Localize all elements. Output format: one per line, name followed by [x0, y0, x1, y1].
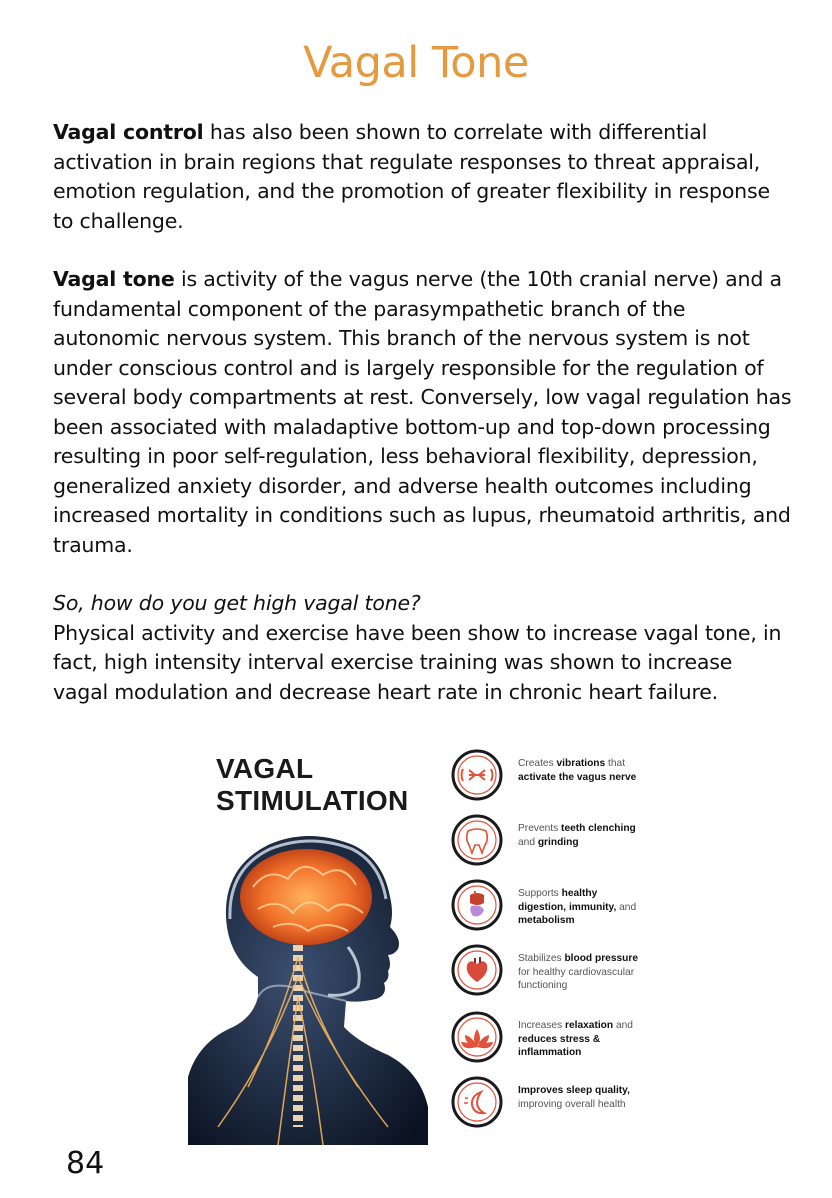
benefit-text-bold: vibrations	[556, 758, 606, 769]
benefit-item	[451, 879, 650, 935]
benefit-text-regular: Prevents	[518, 823, 562, 834]
benefit-text	[518, 1019, 646, 1060]
section-question: So, how do you get high vagal tone?	[53, 591, 421, 615]
benefit-text-bold: blood pressure	[564, 953, 639, 964]
paragraph-lead: Vagal tone	[53, 267, 175, 291]
benefit-item	[451, 944, 650, 1000]
benefit-text-regular: Supports	[518, 888, 562, 899]
benefit-text	[518, 1084, 646, 1111]
benefit-text-regular: Increases	[518, 1020, 565, 1031]
infographic-title-line1: VAGAL	[216, 753, 314, 784]
paragraph-lead: Vagal control	[53, 120, 204, 144]
benefit-text-bold: healthy digestion, immunity,	[518, 888, 617, 913]
benefit-text-bold: Improves sleep quality,	[518, 1085, 630, 1096]
benefit-item	[451, 1076, 650, 1132]
heart-icon	[451, 944, 503, 996]
benefit-text-regular: that	[605, 758, 626, 769]
lotus-icon	[451, 1011, 503, 1063]
benefit-text-bold: relaxation	[565, 1020, 614, 1031]
infographic-title	[216, 753, 409, 817]
tooth-icon	[451, 814, 503, 866]
benefit-text-regular: Stabilizes	[518, 953, 565, 964]
paragraph-vagal-tone	[53, 265, 793, 560]
benefit-text-bold: reduces stress & inflammation	[518, 1033, 601, 1058]
infographic-title-line2: STIMULATION	[216, 785, 409, 816]
benefit-text	[518, 952, 646, 993]
head-xray-illustration	[158, 827, 438, 1145]
paragraph-high-vagal-tone	[53, 589, 793, 707]
benefit-text	[518, 822, 646, 849]
paragraph-body: has also been shown to correlate with differential activation in brain regions that regulate responses to threat appraisal, emotion regulation, and the promotion of greater flexibility in response to challenge.	[53, 120, 770, 233]
benefit-item	[451, 749, 650, 805]
benefit-text-bold: metabolism	[518, 915, 575, 926]
benefit-item	[451, 814, 650, 870]
benefit-text-bold: teeth clenching	[561, 823, 636, 834]
benefit-text-regular: for healthy cardiovascular functioning	[518, 966, 635, 991]
benefit-item	[451, 1011, 650, 1067]
paragraph-vagal-control	[53, 118, 793, 236]
benefit-text	[518, 887, 646, 928]
paragraph-body: Physical activity and exercise have been show to increase vagal tone, in fact, high intensity interval exercise training was shown to increase vagal modulation and decrease heart rate in chronic heart failure.	[53, 620, 782, 704]
benefit-text-bold: activate the vagus nerve	[518, 771, 637, 783]
benefit-text-regular: and	[613, 1020, 633, 1031]
benefit-text-bold: grinding	[537, 836, 579, 848]
throat-vibration-icon	[451, 749, 503, 801]
page-title: Vagal Tone	[303, 38, 529, 88]
page-number: 84	[66, 1146, 105, 1181]
moon-sleep-icon	[451, 1076, 503, 1128]
benefit-text-regular: improving overall health	[518, 1098, 626, 1110]
paragraph-body: is activity of the vagus nerve (the 10th cranial nerve) and a fundamental component of the parasympathetic branch of the autonomic nervous system. This branch of the nervous system is not under conscious control and is largely responsible for the regulation of several body compartments at rest. Conversely, low vagal regulation has been associated with maladaptive bottom-up and top-down processing resulting in poor self-regulation, less behavioral flexibility, depression, generalized anxiety disorder, and adverse health outcomes including increased mortality in conditions such as lupus, rheumatoid arthritis, and trauma.	[53, 267, 792, 557]
benefit-text-regular: and	[518, 836, 538, 848]
benefit-text-regular: Creates	[518, 758, 557, 769]
vagal-stimulation-infographic	[158, 737, 650, 1145]
digestive-organs-icon	[451, 879, 503, 931]
benefit-text	[518, 757, 646, 784]
benefit-text-regular: and	[616, 901, 637, 913]
